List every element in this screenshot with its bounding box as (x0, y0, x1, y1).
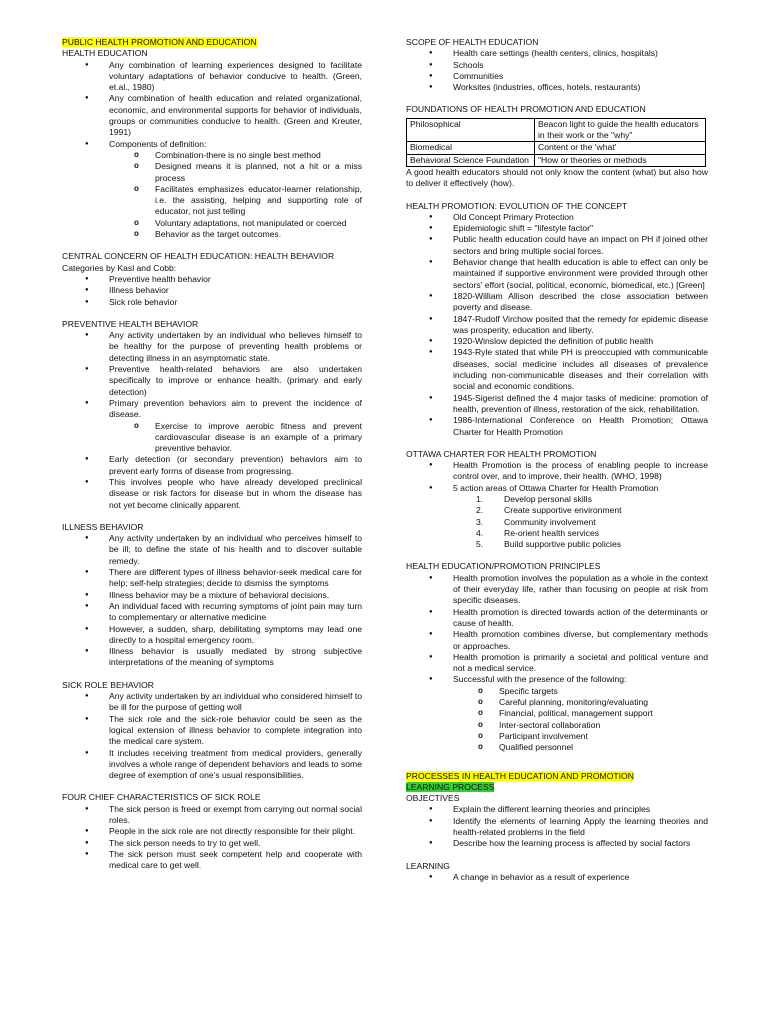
item-text: Create supportive environment (504, 505, 622, 516)
list-item: ● Communities (406, 71, 708, 82)
table-row (407, 142, 706, 154)
list-item: ● Preventive health-related behaviors are also undertaken specifically to improve or enhance health. (primary and early detection) (62, 364, 362, 398)
list-item: ● An individual faced with recurring symptoms of joint pain may turn to complementary or alternative medicine (62, 601, 362, 624)
list-item: ● Identify the elements of learning Apply the learning theories and health-related problems in the field (406, 816, 708, 839)
table-row (407, 154, 706, 166)
heading-sick-role: SICK ROLE BEHAVIOR (62, 679, 155, 690)
list-item: ● Health promotion is directed towards action of the determinants or cause of health. (406, 607, 708, 630)
list-item: ● People in the sick role are not directly responsible for their plight. (62, 826, 362, 837)
principles-sub-list (453, 686, 708, 754)
sub-list-item: o Exercise to improve aerobic fitness and prevent cardiovascular disease is an example of a primary preventive behavior. (109, 421, 362, 455)
table-cell: Content or the 'what' (535, 142, 706, 154)
list-item: ● Health promotion combines diverse, but complementary methods or approaches. (406, 629, 708, 652)
list-item-text: Successful with the presence of the following: (453, 674, 627, 685)
foundations-note: A good health educators should not only know the content (what) but also how to deliver it effectively (how). (406, 166, 708, 189)
list-item: ● Sick role behavior (62, 297, 362, 308)
list-item: ● The sick person needs to try to get well. (62, 838, 362, 849)
list-item: ● 1820-William Allison described the close association between poverty and disease. (406, 291, 708, 314)
list-item: ● The sick person is freed or exempt from carrying out normal social roles. (62, 804, 362, 827)
numbered-item (406, 505, 708, 516)
four-chief-list (62, 804, 362, 872)
sub-list-item: o Facilitates emphasizes educator-learner relationship, i.e. the assisting, helping and supporting role of educator, not just telling (109, 184, 362, 218)
heading-learning: LEARNING (406, 860, 450, 871)
list-item (406, 674, 708, 753)
list-item-text: Primary prevention behaviors aim to prevent the incidence of disease. (109, 397, 362, 420)
list-item: ● Explain the different learning theories and principles (406, 804, 708, 815)
numbered-item (406, 539, 708, 550)
heading-preventive: PREVENTIVE HEALTH BEHAVIOR (62, 318, 199, 329)
item-text: Develop personal skills (504, 493, 592, 504)
sub-list-item: o Voluntary adaptations, not manipulated or coerced (109, 218, 362, 229)
list-item (62, 398, 362, 454)
list-item: ● Any activity undertaken by an individual who believes himself to be healthy for the purpose of preventing health problems or detecting illness in an asymptomatic state. (62, 330, 362, 364)
list-item: ● Health promotion involves the population as a whole in the context of their everyday life, rather than focusing on people at risk from specific diseases. (406, 573, 708, 607)
sub-list-item: o Combination-there is no single best method (109, 150, 362, 161)
list-item: ● 1920-Winslow depicted the definition of public health (406, 336, 708, 347)
illness-list (62, 533, 362, 669)
heading-scope: SCOPE OF HEALTH EDUCATION (406, 37, 539, 47)
categories-list (62, 274, 362, 308)
principles-list (406, 573, 708, 754)
sub-list-item: o Qualified personnel (453, 742, 708, 753)
list-item (62, 139, 362, 241)
list-item: ● Health Promotion is the process of enabling people to increase control over, and to improve, their health. (WHO, 1998) (406, 460, 708, 483)
numbered-item (406, 528, 708, 539)
sub-list-item: o Financial, political, management support (453, 708, 708, 719)
sick-role-list (62, 691, 362, 781)
list-item: ● This involves people who have already developed preclinical disease or risk factors for disease but in whom the disease has not yet become clinically apparent. (62, 477, 362, 511)
heading-principles: HEALTH EDUCATION/PROMOTION PRINCIPLES (406, 561, 601, 572)
item-text: Build supportive public policies (504, 539, 622, 550)
heading-illness: ILLNESS BEHAVIOR (62, 521, 144, 532)
ottawa-list (406, 460, 708, 494)
list-item: ● 1943-Ryle stated that while PH is preoccupied with communicable diseases, social medicine includes all diseases of prevalence including non-communicable diseases and their correlation with social and economic conditions. (406, 347, 708, 392)
item-text: Re-orient health services (504, 527, 600, 538)
evolution-list (406, 212, 708, 438)
processes-title: PROCESSES IN HEALTH EDUCATION AND PROMOTION (406, 770, 634, 781)
table-cell: Biomedical (407, 142, 535, 154)
scope-list (406, 48, 708, 93)
item-number: 2. (476, 505, 484, 516)
item-number: 1. (476, 493, 484, 504)
list-item: ● Epidemiologic shift = "lifestyle factor" (406, 223, 708, 234)
list-item: ● Illness behavior is usually mediated by strong subjective interpretations of the meaning of symptoms (62, 646, 362, 669)
sub-list-item: o Inter-sectoral collaboration (453, 720, 708, 731)
list-item: ● Early detection (or secondary prevention) behaviors aim to prevent early forms of disease from progressing. (62, 454, 362, 477)
sub-list-item: o Designed means it is planned, not a hit or a miss process (109, 161, 362, 184)
list-item: ● There are different types of illness behavior-seek medical care for help; self-help strategies; decide to dismiss the symptoms (62, 567, 362, 590)
list-item: ● Old Concept Primary Protection (406, 212, 708, 223)
list-item: ● Preventive health behavior (62, 274, 362, 285)
list-item: ● 1945-Sigerist defined the 4 major tasks of medicine: promotion of health, prevention of illness, restoration of the sick, rehabilitation. (406, 393, 708, 416)
list-item: ● Health care settings (health centers, clinics, hospitals) (406, 48, 708, 59)
table-row (407, 118, 706, 142)
heading-evolution: HEALTH PROMOTION: EVOLUTION OF THE CONCEPT (406, 200, 628, 211)
list-item: ● 1986-International Conference on Health Promotion; Ottawa Charter for Health Promotion (406, 415, 708, 438)
list-item: ● Any activity undertaken by an individual who perceives himself to be ill; to define the state of his health and to discover suitable remedy. (62, 533, 362, 567)
list-item: ● The sick role and the sick-role behavior could be seen as the logical extension of illness behavior to complete integration into the medical care system. (62, 714, 362, 748)
numbered-item (406, 494, 708, 505)
heading-health-education: HEALTH EDUCATION (62, 48, 148, 59)
list-item: ● Behavior change that health education is able to effect can only be maintained if supportive environment were provided through other sectors' effort (social, political, economic, biomedical, etc.) [Green] (406, 257, 708, 291)
list-item: ● It includes receiving treatment from medical providers, generally involves a whole range of dependent behaviors and leads to some degree of exemption of one's usual responsibilities. (62, 748, 362, 782)
list-item: ● Schools (406, 60, 708, 71)
foundations-table (406, 118, 706, 167)
numbered-item (406, 517, 708, 528)
table-cell: Behavioral Science Foundation (407, 154, 535, 166)
learning-list (406, 872, 708, 883)
list-item-text: Components of definition: (109, 138, 207, 149)
sub-list-item: o Behavior as the target outcomes. (109, 229, 362, 240)
list-item: ● Illness behavior (62, 285, 362, 296)
list-item: ● Public health education could have an impact on PH if joined other sectors and bring multiple social forces. (406, 234, 708, 257)
heading-foundations: FOUNDATIONS OF HEALTH PROMOTION AND EDUCATION (406, 104, 646, 115)
list-item: ● The sick person must seek competent help and cooperate with medical care to get well. (62, 849, 362, 872)
list-item: ● However, a sudden, sharp, debilitating symptoms may lead one directly to a hospital emergency room. (62, 624, 362, 647)
list-item: ● Worksites (industries, offices, hotels, restaurants) (406, 82, 708, 93)
preventive-list (62, 330, 362, 511)
list-item: ● Any activity undertaken by an individual who considered himself to be ill for the purpose of getting woll (62, 691, 362, 714)
heading-ottawa: OTTAWA CHARTER FOR HEALTH PROMOTION (406, 448, 597, 459)
right-column (406, 37, 708, 883)
heading-objectives: OBJECTIVES (406, 793, 460, 804)
heading-central-concern: CENTRAL CONCERN OF HEALTH EDUCATION: HEALTH BEHAVIOR (62, 251, 335, 262)
list-item: ● A change in behavior as a result of experience (406, 872, 708, 883)
list-item: ● Any combination of health education and related organizational, economic, and environmental supports for behavior of individuals, groups or communities conducive to health. (Green and Kreuter, 1991) (62, 93, 362, 138)
item-number: 3. (476, 516, 484, 527)
item-number: 4. (476, 527, 484, 538)
categories-intro: Categories by Kasl and Cobb: (62, 262, 177, 273)
table-cell: Philosophical (407, 118, 535, 142)
table-cell: "How or theories or methods (535, 154, 706, 166)
document-title: PUBLIC HEALTH PROMOTION AND EDUCATION (62, 37, 257, 47)
health-education-list (62, 60, 362, 241)
list-item: ● Describe how the learning process is affected by social factors (406, 838, 708, 849)
table-cell: Beacon light to guide the health educators in their work or the "why" (535, 118, 706, 142)
sub-list-item: o Participant involvement (453, 731, 708, 742)
learning-process-subtitle: LEARNING PROCESS (406, 781, 495, 792)
list-item: ● Any combination of learning experiences designed to facilitate voluntary adaptations of behavior conducive to health. (Green, et.al., 1980) (62, 60, 362, 94)
left-column (62, 37, 362, 871)
sub-list-item: o Specific targets (453, 686, 708, 697)
preventive-sub-list (109, 421, 362, 455)
item-text: Community involvement (504, 516, 596, 527)
sub-list-item: o Careful planning, monitoring/evaluating (453, 697, 708, 708)
heading-four-chief: FOUR CHIEF CHARACTERISTICS OF SICK ROLE (62, 792, 261, 803)
item-number: 5. (476, 539, 484, 550)
action-areas-list (406, 494, 708, 550)
components-list (109, 150, 362, 240)
list-item: ● 5 action areas of Ottawa Charter for Health Promotion (406, 483, 708, 494)
list-item: ● 1847-Rudolf Virchow posited that the remedy for epidemic disease was prosperity, education and liberty. (406, 314, 708, 337)
list-item: ● Health promotion is primarily a societal and political venture and not a medical service. (406, 652, 708, 675)
list-item: ● Illness behavior may be a mixture of behavioral decisions. (62, 590, 362, 601)
objectives-list (406, 804, 708, 849)
